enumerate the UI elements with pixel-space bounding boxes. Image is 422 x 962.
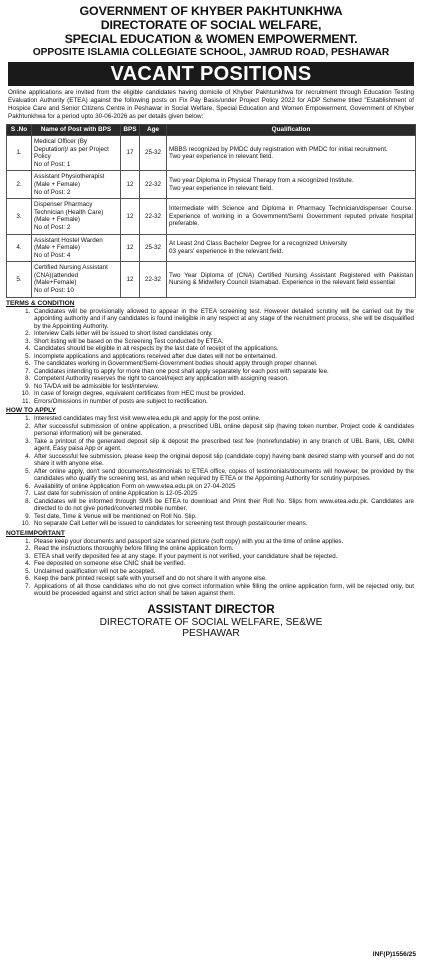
terms-title: TERMS & CONDITION: [6, 299, 75, 307]
list-item: 6. The candidates working in Government/Semi-Government bodies should apply through proper channel.: [32, 360, 414, 368]
list-item: 2. Read the instructions thoroughly before filling the online application form.: [32, 545, 414, 553]
cell-qualification: [167, 171, 416, 199]
post-name: Assistant Physiotherapist (Male + Female): [34, 173, 105, 188]
post-count: No of Post: 2: [34, 223, 71, 231]
post-count: No of Post: 4: [34, 251, 71, 259]
post-name: Certified Nursing Assistant (CNA)(attended (Male+Female): [34, 264, 108, 287]
cell-bps: 12: [121, 262, 140, 297]
post-name: Assistant Hostel Warden (Male + Female): [34, 236, 103, 252]
list-item: 8. Competent Authority reserves the right to cancel/reject any application with assigning reason.: [32, 375, 414, 383]
header-department: SPECIAL EDUCATION & WOMEN EMPOWERMENT.: [64, 32, 358, 46]
list-item: 3. Take a printout of the generated deposit slip & deposit the prescribed test fee (nonrefundable) in any branch of UBL Bank, UBL OMNI agent, Easy paisa App or agent.: [32, 438, 414, 453]
header-directorate: DIRECTORATE OF SOCIAL WELFARE,: [100, 18, 322, 32]
header-address: OPPOSITE ISLAMIA COLLEGIATE SCHOOL, JAMRUD ROAD, PESHAWAR: [32, 47, 390, 58]
cell-bps: 12: [121, 234, 140, 262]
list-item: 4. After successful fee submission, please keep the original deposit slip (candidate copy) having bank desired stamp with yourself and do not share it with anyone else.: [32, 453, 414, 468]
cell-age: 25-32: [140, 234, 167, 262]
header-age: Age: [140, 125, 167, 136]
cell-age: 22-32: [140, 262, 167, 297]
list-item: 10. In case of foreign degree, equivalent certificates from HEC must be provided.: [32, 390, 414, 398]
list-item: 3. Short listing will be based on the Screening Test conducted by ETEA.: [32, 338, 414, 346]
cell-bps: 12: [121, 199, 140, 234]
cell-age: 22-32: [140, 199, 167, 234]
cell-bps: 12: [121, 171, 140, 199]
list-item: 9. No TA/DA will be admissible for test/interview.: [32, 383, 414, 391]
cell-sno: 1.: [7, 135, 32, 170]
cell-post-name: [32, 199, 121, 234]
post-name: Medical Officer (By Deputation)/ as per Project Policy: [34, 137, 109, 161]
header-bps: BPS: [121, 125, 140, 136]
list-item: 6. Availability of online Application Form on www.etea.edu.pk on 27-04-2025: [32, 483, 414, 491]
table-row: [7, 199, 416, 234]
qualification-text: Two Year Diploma of (CNA) Certified Nursing Assistant Registered with Pakistan Nursing & Midwifery Council Islamabad. Experience in the relevant field essential: [169, 271, 413, 287]
post-count: No of Post: 1: [34, 160, 71, 168]
list-item: 2. Interview Calls letter will be issued to short listed candidates only.: [32, 330, 414, 338]
howto-list: [6, 415, 416, 528]
cell-sno: 3.: [7, 199, 32, 234]
list-item: 1. Interested candidates may first visit www.etea.edu.pk and apply for the post online.: [32, 415, 414, 423]
positions-table: [6, 124, 416, 297]
footer-title: ASSISTANT DIRECTOR: [147, 603, 275, 616]
notes-list: [6, 538, 416, 598]
list-item: 8. Candidates will be informed through SMS be ETEA to download and Print their Roll No. Slips from www.etea.edu.pk. Candidates are directed to do not give ported/converted mobile number.: [32, 498, 414, 513]
cell-qualification: [167, 234, 416, 262]
header-post-name: Name of Post with BPS: [32, 125, 121, 136]
post-name: Dispenser Pharmacy Technician (Health Care) (Male + Female): [34, 201, 104, 224]
post-count: No of Post: 2: [34, 188, 71, 196]
header-qualification: Qualification: [167, 125, 416, 136]
table-row: [7, 171, 416, 199]
footer-directorate: DIRECTORATE OF SOCIAL WELFARE, SE&WE: [99, 616, 323, 628]
cell-sno: 4.: [7, 234, 32, 262]
table-row: [7, 234, 416, 262]
qualification-text: Two year Diploma in Physical Therapy from a recognized Institute.: [169, 177, 354, 185]
list-item: 9. Test date, Time & Venue will be mentioned on Roll No. Slip.: [32, 513, 414, 521]
experience-text: Two year experience in relevant field.: [169, 153, 273, 161]
list-item: 6. Keep the bank printed receipt safe with yourself and do not share it with anyone else.: [32, 575, 414, 583]
footer-city: PESHAWAR: [182, 628, 240, 640]
list-item: 3. ETEA shall verify deposited fee at any stage. If your payment is not verified, your candidature shall be rejected.: [32, 553, 414, 561]
cell-qualification: [167, 262, 416, 297]
signature-block: [6, 604, 416, 640]
header-government: GOVERNMENT OF KHYBER PAKHTUNKHWA: [79, 4, 343, 18]
notes-title: NOTE/IMPORTANT: [6, 529, 65, 537]
howto-title: HOW TO APPLY: [6, 407, 56, 415]
experience-text: Two year experience in relevant field.: [169, 184, 273, 192]
cell-sno: 5.: [7, 262, 32, 297]
list-item: 7. Applications of all those candidates who do not give correct information while filling the online application form, will be rejected only, but would be proceeded against and strict action shall be taken against them.: [32, 583, 414, 598]
cell-qualification: [167, 199, 416, 234]
list-item: 4. Candidates should be eligible in all respects by the last date of receipt of the applications.: [32, 345, 414, 353]
list-item: 4. Fee deposited on someone else CNIC shall be verified.: [32, 560, 414, 568]
header-sno: S .No: [7, 125, 32, 136]
table-row: [7, 135, 416, 170]
qualification-text: At Least 2nd Class Bachelor Degree for a recognized University: [169, 240, 348, 248]
vacant-positions-banner: VACANT POSITIONS: [8, 62, 414, 86]
cell-post-name: [32, 135, 121, 170]
cell-qualification: [167, 135, 416, 170]
list-item: 5. After online apply, don't send documents/testimonials to ETEA office, copies of testimonials/documents will however, be provided by the candidates who qualify the screening test, as and when required by ETEA or the Appointing Authority for scrutiny purposes.: [32, 468, 414, 483]
cell-post-name: [32, 171, 121, 199]
list-item: 10. No separate Call Letter will be issued to candidates for screening test through postal/courier means.: [32, 520, 414, 528]
list-item: 7. Candidates intending to apply for more than one post shall apply separately for each post with separate fee.: [32, 368, 414, 376]
experience-text: 03 years' experience in the relevant field.: [169, 247, 284, 255]
qualification-text: Intermediate with Science and Diploma in Pharmacy Technician/dispenser Course. Experience of working in a Government/Semi Government reputed private hospital preferable.: [169, 204, 413, 228]
qualification-text: MBBS recognized by PMDC duly registration with PMDC for initial recruitment.: [169, 145, 388, 153]
inf-reference: INF(P)1556/25: [372, 951, 416, 958]
list-item: 1. Please keep your documents and passport size scanned picture (soft copy) with you at the time of online applies.: [32, 538, 414, 546]
list-item: 11. Errors/Omissions in number of posts are subject to rectification.: [32, 398, 414, 406]
terms-list: [6, 308, 416, 406]
cell-age: 22-32: [140, 171, 167, 199]
post-count: No of Post: 10: [34, 287, 74, 295]
cell-bps: 17: [121, 135, 140, 170]
list-item: 1. Candidates will be provisionally allowed to appear in the ETEA screening test. However detailed scrutiny will be carried out by the appointing authority and if any candidates is found ineligible in any respect at any stage of the recruitment process, she will be disqualified by the Appointing Authority.: [32, 308, 414, 331]
cell-age: 25-32: [140, 135, 167, 170]
cell-post-name: [32, 262, 121, 297]
table-row: [7, 262, 416, 297]
list-item: 5. Unclaimed qualification will not be accepted.: [32, 568, 414, 576]
list-item: 2. After successful submission of online application, a prescribed UBL online deposit slip (having token number, Project code & candidates personal information) will be generated.: [32, 423, 414, 438]
table-header-row: [7, 125, 416, 136]
list-item: 7. Last date for submission of online Application is 12-05-2025: [32, 490, 414, 498]
list-item: 5. Incomplete applications and applications received after due dates will not be entertained.: [32, 353, 414, 361]
cell-sno: 2.: [7, 171, 32, 199]
cell-post-name: [32, 234, 121, 262]
intro-paragraph: Online applications are invited from the eligible candidates having domicile of Khyber Pakhtunkhwa for recruitment through Education Testing Evaluation Authority (ETEA) against the following posts on Fix Pay Basis/under Project Policy 2022 for ADP Scheme titled "Establishment of Hospice Care and Senior Citizens Centre in Peshawar in Social Welfare, Special Education and Women Empowerment, Government of Khyber Pakhtunkhwa for a period upto 30-06-2026 as per details given below:: [8, 89, 414, 121]
